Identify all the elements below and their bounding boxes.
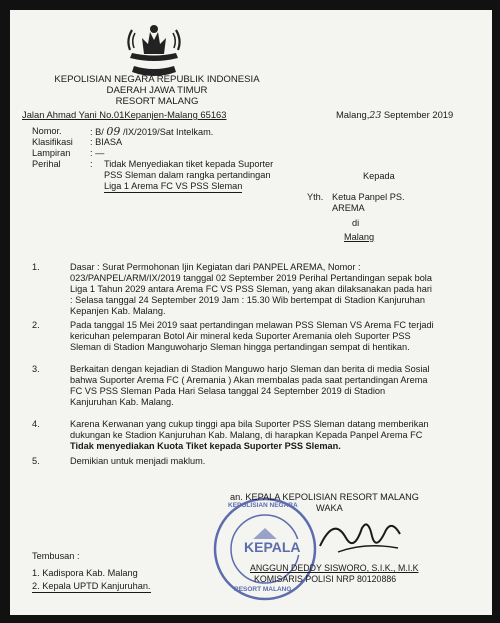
lampiran-value: — (95, 148, 105, 158)
item-4: 4. Karena Kerwanan yang cukup tinggi apa bila Suporter PSS Sleman datang memberikan dukungan ke Stadion Kanjuruhan Kab. Malang, di harapkan Kepada Panpel Arema FC Tidak menyediakan Kuota Tiket kepada Suporter PSS Sleman. (32, 419, 472, 452)
signatory-rank: KOMISARIS POLISI NRP 80120886 (254, 574, 397, 584)
signature-waka: WAKA (316, 503, 343, 513)
police-emblem-icon (122, 20, 186, 80)
meta-nomor (32, 126, 62, 137)
header-institution: KEPOLISIAN NEGARA REPUBLIK INDONESIA (54, 74, 260, 85)
tembusan-title: Tembusan : (32, 551, 80, 561)
tembusan-item: 1. Kadispora Kab. Malang (32, 568, 138, 578)
nomor-sep: : (90, 127, 93, 137)
item-4-emphasis: Tidak menyediakan Kuota Tiket kepada Suporter PSS Sleman. (70, 441, 341, 451)
addressee-place: Malang (344, 232, 375, 242)
nomor-label: Nomor. (32, 126, 62, 136)
header-resort: RESORT MALANG (115, 96, 199, 107)
item-3: 3. Berkaitan dengan kejadian di Stadion Manguwo harjo Sleman dan berita di media Sosial bahwa Suporter Arema FC ( Aremania ) Akan membalas pada saat pertandingan Arema FC VS PSS Sleman Pada Hari Selasa tanggal 24 September 2019 di Stadion Kanjuruhan Kab. Malang. (32, 364, 430, 407)
item-2: 2. Pada tanggal 15 Mei 2019 saat pertandingan melawan PSS Sleman VS Arema FC terjadi kericuhan pelemparan Botol Air mineral keda Suporter Aremania oleh Suporter PSS Sleman di Stadion Manguwoharjo Sleman hingga pertandingan sempat di hentikan. (32, 320, 434, 352)
stamp-ring-top: KEPOLISIAN NEGARA (228, 502, 298, 509)
signatory-name: ANGGUN DEDDY SISWORO, S.I.K., M.I.K (250, 563, 419, 573)
perihal-label: Perihal (32, 159, 61, 169)
header-region: DAERAH JAWA TIMUR (106, 85, 208, 96)
date-city: Malang, (336, 109, 370, 120)
item-5: 5. Demikian untuk menjadi maklum. (32, 456, 206, 466)
lampiran-label: Lampiran (32, 148, 71, 158)
signature-title: an. KEPALA KEPOLISIAN RESORT MALANG (230, 492, 419, 502)
letter-page: KEPOLISIAN NEGARA REPUBLIK INDONESIA DAERAH JAWA TIMUR RESORT MALANG Jalan Ahmad Yani No.01Kepanjen-Malang 65163 Malang,23 September 2019 Nomor. : B/ 09 /IX/2019/Sat Intelkam. Klasifikasi : BIASA Lampiran : — Perihal : Tidak Menyediakan tiket kepada Suporter PSS Sleman dalam rangka pertandingan Liga 1 Arema FC VS PSS Sleman Kepada Yth. Ketua Panpel PS. AREMA di Malang 1. Dasar : Surat Permohonan Ijin Kegiatan dari PANPEL AREMA, Nomor : 023/PANPEL/ARM/IX/2019 tanggal 02 September 2019 Perihal Pertandingan sepak bola Liga 1 Tahun 2029 antara Arema FC VS PSS Sleman, yang akan dilaksanakan pada hari : Selasa tanggal 24 September 2019 Jam : 15.30 Wib bertempat di Stadion Kanjuruhan Kepanjen Kab. Malang. 2. Pada tanggal 15 Mei 2019 saat pertandingan melawan PSS Sleman VS Arema FC terjadi kericuhan pelemparan Botol Air mineral keda Suporter Aremania oleh Suporter PSS Sleman di Stadion Manguwoharjo Sleman hingga pertandingan sempat di hentikan. 3. Berkaitan dengan kejadian di Stadion Manguwo harjo Sleman dan berita di media Sosial bahwa Suporter Arema FC ( Aremania ) Akan membalas pada saat pertandingan Arema FC VS PSS Sleman Pada Hari Selasa tanggal 24 September 2019 di Stadion Kanjuruhan Kab. Malang. 4. Karena Kerwanan yang cukup tinggi apa bila Suporter PSS Sleman datang memberikan dukungan ke Stadion Kanjuruhan Kab. Malang, di harapkan Kepada Panpel Arema FC Tidak menyediakan Kuota Tiket kepada Suporter PSS Sleman. 5. Demikian untuk menjadi maklum. KEPALA KEPOLISIAN NEGARA RESORT MALANG an. KEPALA KEPOLISIAN RESORT MALANG WAKA ANGGUN DEDDY SISWORO, S.I.K., M.I.K KOMISARIS POLISI NRP 80120886 Tembusan : 1. Kadispora Kab. Malang 2. Kepala UPTD Kanjuruhan. (10, 10, 492, 615)
stamp-ring-bottom: RESORT MALANG (234, 586, 292, 593)
tembusan-item: 2. Kepala UPTD Kanjuruhan. (32, 581, 151, 591)
addressee-yth: Yth. (307, 192, 324, 202)
date-month-year: September 2019 (383, 109, 454, 120)
item-1: 1. Dasar : Surat Permohonan Ijin Kegiatan dari PANPEL AREMA, Nomor : 023/PANPEL/ARM/IX/2019 tanggal 02 September 2019 Perihal Pertandingan sepak bola Liga 1 Tahun 2029 antara Arema FC VS PSS Sleman, yang akan dilaksanakan pada hari : Selasa tanggal 24 September 2019 Jam : 15.30 Wib bertempat di Stadion Kanjuruhan Kepanjen Kab. Malang. (32, 262, 432, 316)
nomor-value: B/ 09 /IX/2019/Sat Intelkam. (95, 125, 214, 138)
perihal-value: Tidak Menyediakan tiket kepada Suporter PSS Sleman dalam rangka pertandingan Liga 1 Arema FC VS PSS Sleman (104, 159, 274, 191)
date-day: 23 (369, 110, 382, 121)
addressee-di: di (352, 218, 360, 228)
place-date (336, 109, 453, 121)
addressee-kepada: Kepada (363, 171, 395, 181)
stamp-text: KEPALA (244, 539, 301, 555)
tembusan-list (32, 568, 151, 593)
header-address: Jalan Ahmad Yani No.01Kepanjen-Malang 65163 (22, 109, 227, 120)
official-stamp (210, 494, 320, 604)
handwritten-signature (310, 512, 410, 562)
klasifikasi-label: Klasifikasi (32, 137, 73, 147)
klasifikasi-value: BIASA (95, 137, 123, 147)
addressee-to: Ketua Panpel PS. AREMA (332, 192, 405, 213)
